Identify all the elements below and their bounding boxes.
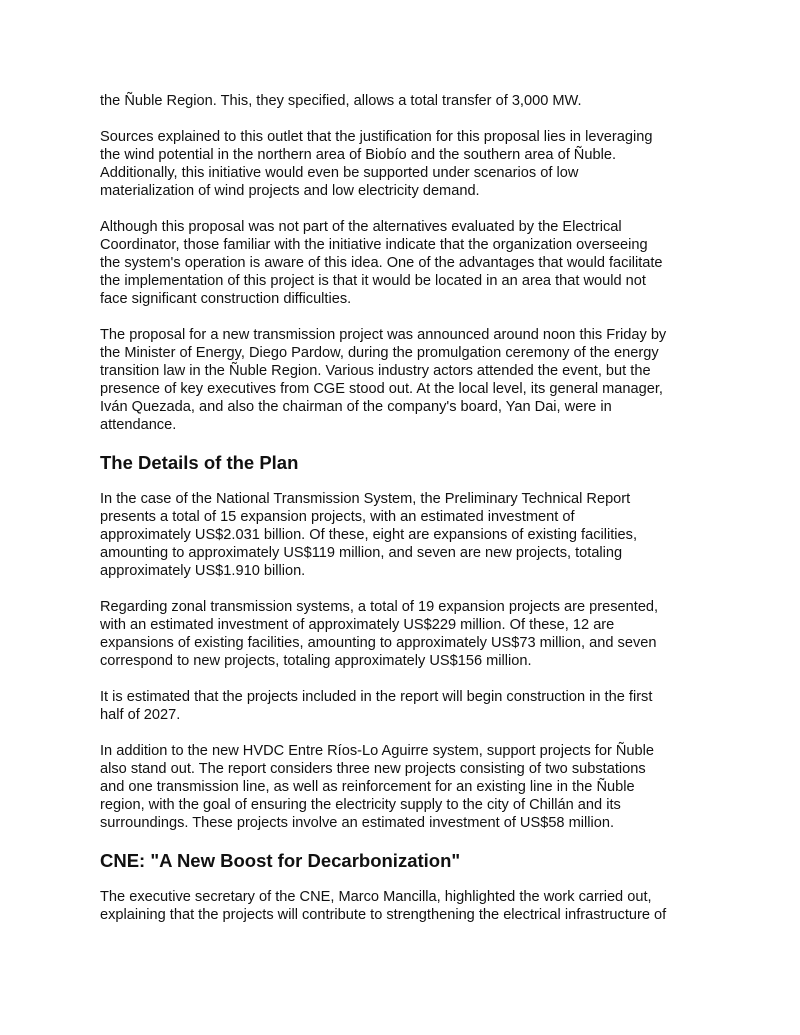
section-heading-cne: CNE: "A New Boost for Decarbonization" bbox=[100, 850, 461, 871]
text-line: face significant construction difficulties. bbox=[100, 291, 352, 307]
paragraph-executive-secretary bbox=[100, 888, 700, 924]
text-line: approximately US$2.031 billion. Of these, eight are expansions of existing facilities, bbox=[100, 527, 638, 543]
text-line: In the case of the National Transmission System, the Preliminary Technical Report bbox=[100, 491, 631, 507]
text-line: approximately US$1.910 billion. bbox=[100, 563, 306, 579]
text-line: presence of key executives from CGE stood out. At the local level, its general manager, bbox=[100, 381, 663, 397]
text-line: Iván Quezada, and also the chairman of the company's board, Yan Dai, were in bbox=[100, 399, 612, 415]
text-line: half of 2027. bbox=[100, 707, 181, 723]
text-line: Sources explained to this outlet that the justification for this proposal lies in leveraging bbox=[100, 129, 653, 145]
paragraph-construction-start bbox=[100, 688, 700, 724]
paragraph-zonal-transmission bbox=[100, 598, 700, 670]
paragraph-coordinator bbox=[100, 218, 700, 308]
text-line: the Ñuble Region. This, they specified, allows a total transfer of 3,000 MW. bbox=[100, 93, 582, 109]
section-heading-details: The Details of the Plan bbox=[100, 452, 299, 473]
text-line: also stand out. The report considers three new projects consisting of two substations bbox=[100, 761, 646, 777]
text-line: attendance. bbox=[100, 417, 177, 433]
text-line: expansions of existing facilities, amounting to approximately US$73 million, and seven bbox=[100, 635, 657, 651]
text-line: amounting to approximately US$119 million, and seven are new projects, totaling bbox=[100, 545, 623, 561]
text-line: surroundings. These projects involve an estimated investment of US$58 million. bbox=[100, 815, 615, 831]
paragraph-nuble-support bbox=[100, 742, 700, 832]
text-line: presents a total of 15 expansion projects, with an estimated investment of bbox=[100, 509, 575, 525]
text-line: Regarding zonal transmission systems, a total of 19 expansion projects are presented, bbox=[100, 599, 659, 615]
text-line: the implementation of this project is that it would be located in an area that would not bbox=[100, 273, 646, 289]
text-line: explaining that the projects will contribute to strengthening the electrical infrastructure of bbox=[100, 907, 667, 923]
text-line: the Minister of Energy, Diego Pardow, during the promulgation ceremony of the energy bbox=[100, 345, 659, 361]
paragraph-transfer-capacity bbox=[100, 92, 700, 110]
text-line: the system's operation is aware of this idea. One of the advantages that would facilitate bbox=[100, 255, 663, 271]
text-line: and one transmission line, as well as reinforcement for an existing line in the Ñuble bbox=[100, 779, 635, 795]
paragraph-national-transmission bbox=[100, 490, 700, 580]
text-line: materialization of wind projects and low electricity demand. bbox=[100, 183, 480, 199]
text-line: The executive secretary of the CNE, Marco Mancilla, highlighted the work carried out, bbox=[100, 889, 652, 905]
text-line: with an estimated investment of approximately US$229 million. Of these, 12 are bbox=[100, 617, 615, 633]
text-line: transition law in the Ñuble Region. Various industry actors attended the event, but the bbox=[100, 363, 651, 379]
text-line: The proposal for a new transmission project was announced around noon this Friday by bbox=[100, 327, 667, 343]
document-body bbox=[100, 92, 700, 942]
text-line: Coordinator, those familiar with the initiative indicate that the organization overseeing bbox=[100, 237, 648, 253]
text-line: In addition to the new HVDC Entre Ríos-Lo Aguirre system, support projects for Ñuble bbox=[100, 743, 655, 759]
paragraph-justification bbox=[100, 128, 700, 200]
text-line: the wind potential in the northern area of Biobío and the southern area of Ñuble. bbox=[100, 147, 616, 163]
text-line: Additionally, this initiative would even be supported under scenarios of low bbox=[100, 165, 579, 181]
paragraph-announcement bbox=[100, 326, 700, 434]
text-line: It is estimated that the projects included in the report will begin construction in the first bbox=[100, 689, 653, 705]
text-line: region, with the goal of ensuring the electricity supply to the city of Chillán and its bbox=[100, 797, 621, 813]
text-line: correspond to new projects, totaling approximately US$156 million. bbox=[100, 653, 532, 669]
text-line: Although this proposal was not part of the alternatives evaluated by the Electrical bbox=[100, 219, 622, 235]
